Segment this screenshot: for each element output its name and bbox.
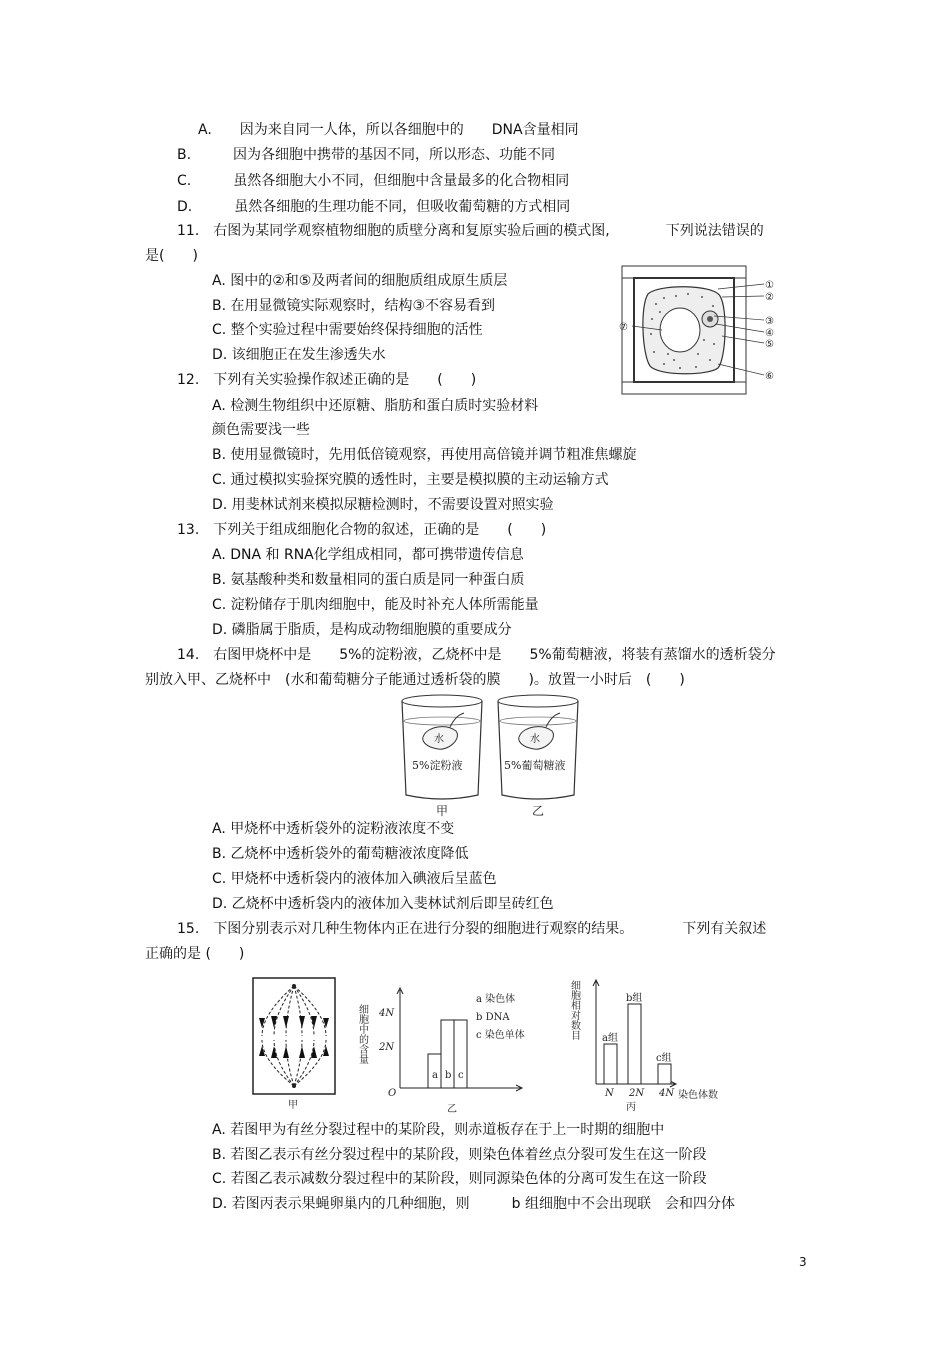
q13-option-c: C. 淀粉储存于肌肉细胞中，能及时补充人体所需能量 (212, 597, 539, 613)
beakers-figure (398, 691, 583, 819)
q14-option-b: B. 乙烧杯中透析袋外的葡萄糖液浓度降低 (212, 846, 469, 862)
yi-ylabel: 细胞中的含量 (356, 1004, 368, 1064)
q12-option-b: B. 使用显微镜时，先用低倍镜观察，再使用高倍镜并调节粗准焦螺旋 (212, 447, 637, 463)
yi-origin: O (388, 1088, 397, 1099)
yi-bar-label-b: b (445, 1070, 452, 1081)
yi-legend-c: c 染色单体 (476, 1030, 525, 1041)
q15-stem-cont: 正确的是 ( ) (145, 946, 245, 962)
bing-xtick-1: N (605, 1088, 614, 1099)
q14-option-a: A. 甲烧杯中透析袋外的淀粉液浓度不变 (212, 821, 455, 837)
cell-label-7: ⑦ (619, 322, 628, 333)
yi-bar-label-c: c (458, 1070, 464, 1081)
yi-legend-a: a 染色体 (476, 994, 516, 1005)
q11-stem-cont: 是( ) (145, 248, 198, 264)
q12-option-a: A. 检测生物组织中还原糖、脂肪和蛋白质时实验材料 (212, 398, 539, 414)
bing-ylabel: 细胞相对数目 (568, 980, 580, 1040)
q12-option-d: D. 用斐林试剂来模拟尿糖检测时，不需要设置对照实验 (212, 497, 554, 513)
beaker-right-liquid: 5%葡萄糖液 (504, 759, 566, 772)
q15-option-d: D. 若图丙表示果蝇卵巢内的几种细胞，则 b 组细胞中不会出现联 会和四分体 (212, 1196, 736, 1212)
q10-option-a: A. 因为来自同一人体，所以各细胞中的 DNA含量相同 (198, 122, 579, 138)
cell-label-5: ⑤ (765, 339, 774, 350)
q15-option-c: C. 若图乙表示减数分裂过程中的某阶段，则同源染色体的分离可发生在这一阶段 (212, 1171, 707, 1187)
q13-option-b: B. 氨基酸种类和数量相同的蛋白质是同一种蛋白质 (212, 572, 525, 588)
q13-option-d: D. 磷脂属于脂质，是构成动物细胞膜的重要成分 (212, 622, 512, 638)
bing-bar-2 (628, 1004, 641, 1084)
q10-option-b: B. 因为各细胞中携带的基因不同，所以形态、功能不同 (177, 147, 556, 163)
q11-option-c: C. 整个实验过程中需要始终保持细胞的活性 (212, 322, 483, 338)
q15-option-b: B. 若图乙表示有丝分裂过程中的某阶段，则染色体着丝点分裂可发生在这一阶段 (212, 1147, 707, 1163)
bing-name: 丙 (626, 1102, 636, 1113)
q11-stem: 11. 右图为某同学观察植物细胞的质壁分离和复原实验后画的模式图, 下列说法错误的 (177, 223, 764, 239)
bing-xlabel: 染色体数 (678, 1090, 718, 1101)
beaker-left-name: 甲 (436, 804, 449, 818)
yi-legend-b: b DNA (476, 1012, 510, 1023)
q13-option-a: A. DNA 和 RNA化学组成相同，都可携带遗传信息 (212, 547, 524, 563)
q15-option-a: A. 若图甲为有丝分裂过程中的某阶段，则赤道板存在于上一时期的细胞中 (212, 1122, 665, 1138)
q12-stem: 12. 下列有关实验操作叙述正确的是 ( ) (177, 372, 477, 388)
q14-option-d: D. 乙烧杯中透析袋内的液体加入斐林试剂后即呈砖红色 (212, 896, 554, 912)
bing-xtick-3: 4N (659, 1088, 675, 1099)
cell-label-1: ① (765, 280, 774, 291)
cell-label-4: ④ (765, 328, 774, 339)
q12-option-a-cont: 颜色需要浅一些 (212, 422, 310, 438)
q10-option-c: C. 虽然各细胞大小不同，但细胞中含量最多的化合物相同 (177, 173, 570, 189)
beaker-left-bag-label: 水 (434, 734, 444, 745)
figure-bing-chart (568, 974, 730, 1114)
bing-bar-3 (658, 1064, 671, 1084)
q15-stem: 15. 下图分别表示对几种生物体内正在进行分裂的细胞进行观察的结果。 下列有关叙述 (177, 921, 767, 937)
page-number: 3 (799, 1255, 807, 1269)
q13-stem: 13. 下列关于组成细胞化合物的叙述，正确的是 ( ) (177, 522, 547, 538)
figure-yi-chart (356, 984, 528, 1116)
q12-option-c: C. 通过模拟实验探究膜的透性时，主要是模拟膜的主动运输方式 (212, 472, 609, 488)
q11-option-b: B. 在用显微镜实际观察时，结构③不容易看到 (212, 298, 496, 314)
yi-ytick-2n: 2N (379, 1042, 395, 1053)
bing-bar-label-1: a组 (602, 1033, 618, 1044)
bing-bar-label-2: b组 (626, 993, 643, 1004)
q14-option-c: C. 甲烧杯中透析袋内的液体加入碘液后呈蓝色 (212, 871, 497, 887)
figure-jia-label: 甲 (288, 1100, 298, 1111)
q11-option-a: A. 图中的②和⑤及两者间的细胞质组成原生质层 (212, 273, 508, 289)
bing-bar-label-3: c组 (656, 1053, 672, 1064)
q10-option-d: D. 虽然各细胞的生理功能不同，但吸收葡萄糖的方式相同 (177, 199, 571, 215)
yi-name: 乙 (447, 1104, 457, 1115)
plant-cell-figure (618, 264, 783, 396)
cell-label-2: ② (765, 292, 774, 303)
bing-xtick-2: 2N (629, 1088, 645, 1099)
cell-label-6: ⑥ (765, 371, 774, 382)
bing-bar-1 (604, 1044, 617, 1084)
beaker-right-bag-label: 水 (530, 734, 540, 745)
yi-ytick-4n: 4N (379, 1008, 395, 1019)
beaker-left-liquid: 5%淀粉液 (412, 759, 463, 772)
beaker-right-name: 乙 (532, 804, 545, 818)
q11-option-d: D. 该细胞正在发生渗透失水 (212, 347, 386, 363)
yi-bar-label-a: a (432, 1070, 438, 1081)
figure-jia-spindle (250, 974, 340, 1114)
cell-label-3: ③ (765, 316, 774, 327)
q14-stem-cont: 别放入甲、乙烧杯中 (水和葡萄糖分子能通过透析袋的膜 )。放置一小时后 ( ) (145, 672, 685, 688)
q14-stem: 14. 右图甲烧杯中是 5%的淀粉液，乙烧杯中是 5%葡萄糖液，将装有蒸馏水的透析袋分 (177, 647, 776, 663)
